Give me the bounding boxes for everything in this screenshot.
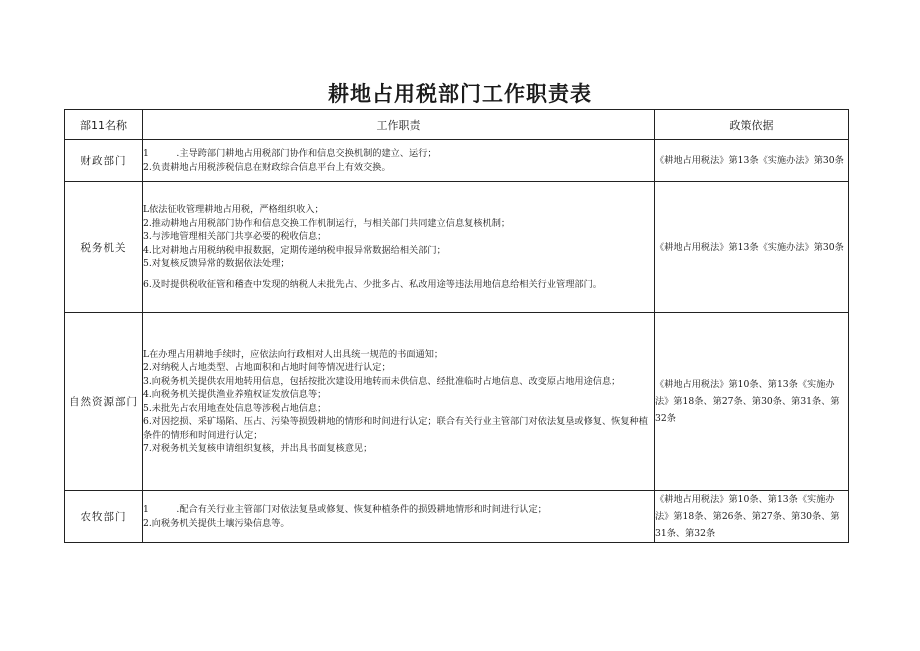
duty-item: 3.与涉地管理相关部门共享必要的税收信息； xyxy=(143,231,327,242)
basis-cell: 《耕地占用税法》第10条、第13条《实施办法》第18条、第27条、第30条、第31条、第32条 xyxy=(655,313,849,491)
duty-item: 1 .配合有关行业主管部门对依法复垦或修复、恢复种植条件的损毁耕地情形和时间进行认定； xyxy=(143,504,547,515)
duty-item: 2.向税务机关提供土壤污染信息等。 xyxy=(143,517,290,529)
basis-cell: 《耕地占用税法》第13条《实施办法》第30条 xyxy=(655,140,849,182)
duty-item: 4.比对耕地占用税纳税申报数据，定期传递纳税申报异常数据给相关部门； xyxy=(143,244,446,256)
duty-item: L依法征收管理耕地占用税，严格组织收入； xyxy=(143,204,324,215)
header-dept: 部11名称 xyxy=(65,110,143,140)
header-basis: 政策依据 xyxy=(655,110,849,140)
duty-item: 3.向税务机关提供农用地转用信息，包括按批次建设用地转而未供信息、经批准临时占地信息、改变原占地用途信息； xyxy=(143,375,621,387)
dept-cell: 税务机关 xyxy=(65,182,143,313)
duty-item: 2.负责耕地占用税涉税信息在财政综合信息平台上有效交换。 xyxy=(143,161,391,173)
table-header-row xyxy=(65,110,849,140)
table-row xyxy=(65,313,849,491)
table-row xyxy=(65,491,849,543)
header-duties: 工作职责 xyxy=(143,110,655,140)
page-title: 耕地占用税部门工作职责表 xyxy=(328,82,592,106)
duty-item: 6.及时提供税收征管和稽查中发现的纳税人未批先占、少批多占、私改用途等违法用地信息给相关行业管理部门。 xyxy=(143,278,602,290)
duty-item: 5.未批先占农用地查处信息等涉税占地信息； xyxy=(143,402,327,414)
dept-cell: 农牧部门 xyxy=(65,491,143,543)
duty-item: 4.向税务机关提供渔业养殖权证发放信息等； xyxy=(143,389,327,400)
duty-item: 6.对因挖损、采矿塌陷、压占、污染等损毁耕地的情形和时间进行认定；联合有关行业主管部门对依法复垦或修复、恢复种植条件的情形和时间进行认定； xyxy=(143,416,648,441)
duty-item: 2.对纳税人占地类型、占地面积和占地时间等情况进行认定； xyxy=(143,362,391,373)
dept-cell: 财政部门 xyxy=(65,140,143,182)
dept-cell: 自然资源部门 xyxy=(65,313,143,491)
table-row xyxy=(65,140,849,182)
duty-item: 2.推动耕地占用税部门协作和信息交换工作机制运行，与相关部门共同建立信息复核机制； xyxy=(143,217,511,229)
duty-table xyxy=(64,109,849,543)
duty-item: 1 .主导跨部门耕地占用税部门协作和信息交换机制的建立、运行； xyxy=(143,148,437,159)
duty-item: L在办理占用耕地手续时，应依法向行政相对人出具统一规范的书面通知； xyxy=(143,348,444,360)
duty-item: 5.对复核反馈异常的数据依法处理； xyxy=(143,258,290,269)
duty-item: 7.对税务机关复核申请组织复核，并出具书面复核意见； xyxy=(143,443,373,454)
table-row xyxy=(65,182,849,313)
basis-cell: 《耕地占用税法》第10条、第13条《实施办法》第18条、第26条、第27条、第30条、第31条、第32条 xyxy=(655,491,849,543)
duties-cell xyxy=(143,182,655,313)
duties-cell xyxy=(143,140,655,182)
duties-cell xyxy=(143,491,655,543)
duties-cell xyxy=(143,313,655,491)
basis-cell: 《耕地占用税法》第13条《实施办法》第30条 xyxy=(655,182,849,313)
